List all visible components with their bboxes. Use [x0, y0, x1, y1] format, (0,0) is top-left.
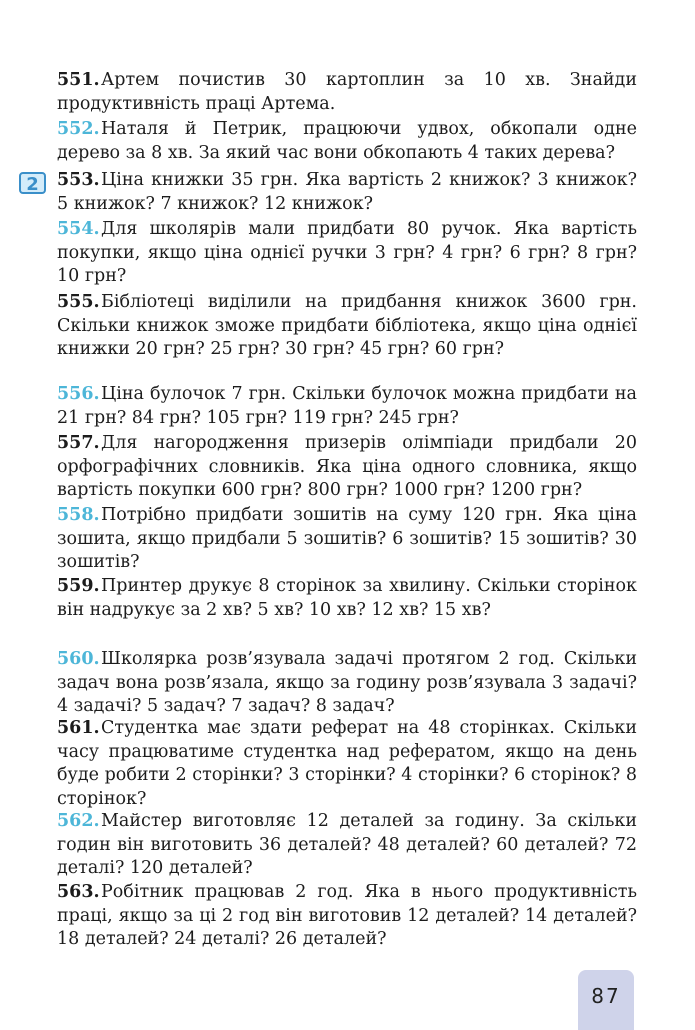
problem-text: Майстер виготовляє 12 деталей за годину. За скільки годин він виготовить 36 деталей? 48 деталей? 60 деталей? 72 деталі? 120 деталей?	[57, 811, 637, 878]
problem-text: Студентка має здати реферат на 48 сторінках. Скільки часу працюватиме студентка над рефератом, якщо на день буде робити 2 сторінки? 3 сторінки? 4 сторінки? 6 сторінок? 8 сторінок?	[57, 718, 637, 809]
problem-text: Школярка розв’язувала задачі протягом 2 год. Скільки задач вона розв’язала, якщо за годину розв’язувала 3 задачі? 4 задачі? 5 задач? 7 задач? 8 задач?	[57, 649, 637, 716]
problem-561	[57, 717, 637, 811]
problem-text: Ціна книжки 35 грн. Яка вартість 2 книжок? 3 книжок? 5 книжок? 7 книжок? 12 книжок?	[57, 170, 637, 214]
page-number-tab	[578, 970, 634, 1030]
problem-number: 558.	[57, 505, 100, 525]
problem-number: 551.	[57, 70, 100, 90]
problem-text: Ціна булочок 7 грн. Скільки булочок можна придбати на 21 грн? 84 грн? 105 грн? 119 грн? 245 грн?	[57, 384, 637, 428]
problem-556	[57, 383, 637, 430]
problem-number: 563.	[57, 882, 100, 902]
problem-text: Бібліотеці виділили на придбання книжок 3600 грн. Скільки книжок зможе придбати бібліотека, якщо ціна однієї книжки 20 грн? 25 грн? 30 грн? 45 грн? 60 грн?	[57, 292, 637, 359]
problem-number: 552.	[57, 119, 100, 139]
problem-558	[57, 504, 637, 575]
problem-number: 557.	[57, 433, 100, 453]
problem-number: 556.	[57, 384, 100, 404]
problem-text: Принтер друкує 8 сторінок за хвилину. Скільки сторінок він надрукує за 2 хв? 5 хв? 10 хв? 12 хв? 15 хв?	[57, 576, 637, 620]
problem-559	[57, 575, 637, 622]
problem-text: Артем почистив 30 картоплин за 10 хв. Знайди продуктивність праці Артема.	[57, 70, 637, 114]
problem-554	[57, 218, 637, 289]
problem-number: 561.	[57, 718, 100, 738]
problem-552	[57, 118, 637, 165]
problem-number: 553.	[57, 170, 100, 190]
difficulty-level-badge: 2	[19, 172, 46, 194]
problem-560	[57, 648, 637, 719]
problem-text: Потрібно придбати зошитів на суму 120 грн. Яка ціна зошита, якщо придбали 5 зошитів? 6 зошитів? 15 зошитів? 30 зошитів?	[57, 505, 637, 572]
problem-number: 555.	[57, 292, 100, 312]
problem-551	[57, 69, 637, 116]
problem-text: Для школярів мали придбати 80 ручок. Яка вартість покупки, якщо ціна однієї ручки 3 грн? 4 грн? 6 грн? 8 грн? 10 грн?	[57, 219, 637, 286]
problem-557	[57, 432, 637, 503]
problem-number: 562.	[57, 811, 100, 831]
problem-562	[57, 810, 637, 881]
problem-text: Для нагородження призерів олімпіади придбали 20 орфографічних словників. Яка ціна одного словника, якщо вартість покупки 600 грн? 800 грн? 1000 грн? 1200 грн?	[57, 433, 637, 500]
problem-563	[57, 881, 637, 952]
problem-number: 559.	[57, 576, 100, 596]
page-number: 87	[591, 984, 621, 1008]
problem-number: 560.	[57, 649, 100, 669]
problem-number: 554.	[57, 219, 100, 239]
problem-553	[57, 169, 637, 216]
problem-555	[57, 291, 637, 362]
problem-text: Робітник працював 2 год. Яка в нього продуктивність праці, якщо за ці 2 год він виготовив 12 деталей? 14 деталей? 18 деталей? 24 деталі? 26 деталей?	[57, 882, 637, 949]
problem-text: Наталя й Петрик, працюючи удвох, обкопали одне дерево за 8 хв. За який час вони обкопають 4 таких дерева?	[57, 119, 637, 163]
